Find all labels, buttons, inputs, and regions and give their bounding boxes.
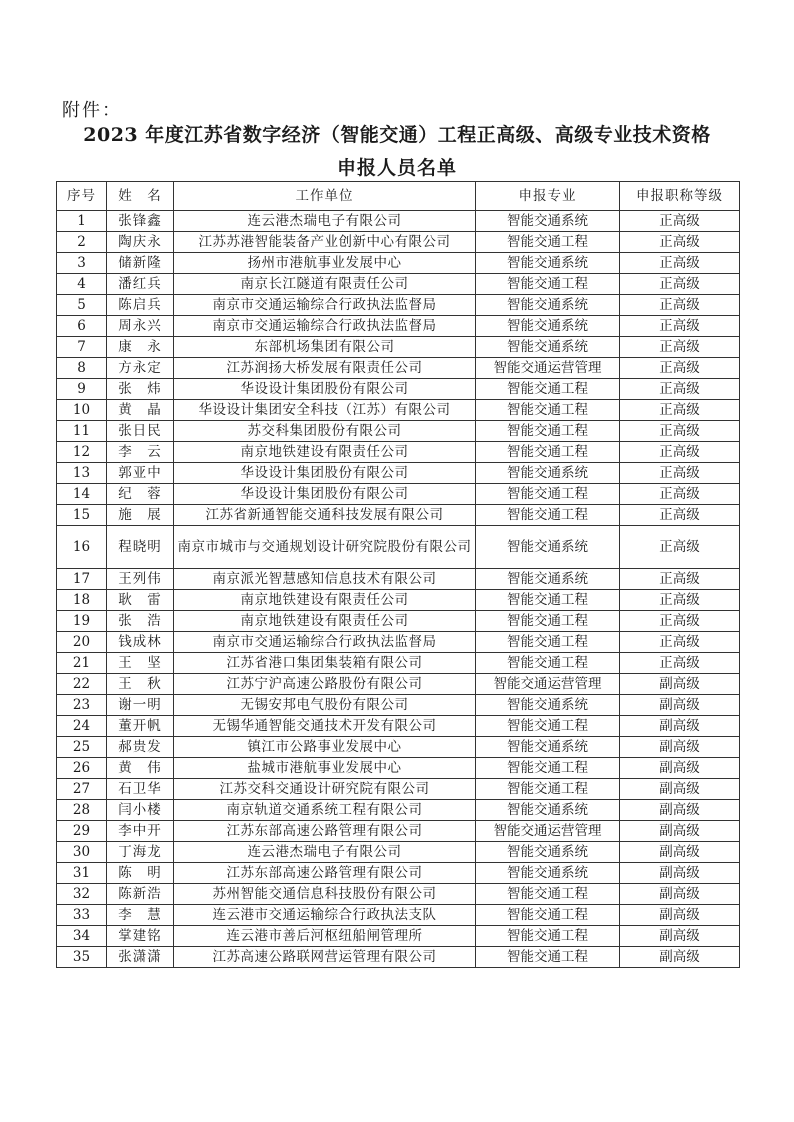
cell-serial-number: 29 [57, 821, 107, 842]
table-row [57, 716, 740, 737]
table-row [57, 232, 740, 253]
cell-title-level: 正高级 [620, 211, 740, 232]
cell-serial-number: 12 [57, 442, 107, 463]
cell-title-level: 正高级 [620, 569, 740, 590]
cell-work-unit: 江苏省新通智能交通科技发展有限公司 [174, 505, 476, 526]
cell-major: 智能交通系统 [476, 253, 620, 274]
cell-title-level: 副高级 [620, 884, 740, 905]
table-row [57, 505, 740, 526]
table-row [57, 379, 740, 400]
cell-name: 纪 蓉 [107, 484, 174, 505]
header-work-unit: 工作单位 [174, 182, 476, 211]
cell-name: 陈启兵 [107, 295, 174, 316]
cell-name: 程晓明 [107, 526, 174, 569]
cell-title-level: 正高级 [620, 611, 740, 632]
cell-name: 谢一明 [107, 695, 174, 716]
table-row [57, 590, 740, 611]
cell-work-unit: 南京市交通运输综合行政执法监督局 [174, 295, 476, 316]
cell-work-unit: 江苏交科交通设计研究院有限公司 [174, 779, 476, 800]
cell-major: 智能交通系统 [476, 337, 620, 358]
cell-title-level: 正高级 [620, 505, 740, 526]
cell-serial-number: 24 [57, 716, 107, 737]
cell-major: 智能交通系统 [476, 695, 620, 716]
cell-serial-number: 31 [57, 863, 107, 884]
table-row [57, 316, 740, 337]
cell-title-level: 正高级 [620, 358, 740, 379]
cell-major: 智能交通工程 [476, 947, 620, 968]
cell-title-level: 副高级 [620, 947, 740, 968]
cell-work-unit: 连云港市交通运输综合行政执法支队 [174, 905, 476, 926]
table-row [57, 821, 740, 842]
cell-major: 智能交通工程 [476, 905, 620, 926]
cell-major: 智能交通系统 [476, 569, 620, 590]
cell-name: 潘红兵 [107, 274, 174, 295]
cell-name: 钱成林 [107, 632, 174, 653]
cell-major: 智能交通工程 [476, 611, 620, 632]
cell-major: 智能交通工程 [476, 590, 620, 611]
cell-name: 张日民 [107, 421, 174, 442]
cell-name: 闫小楼 [107, 800, 174, 821]
cell-major: 智能交通工程 [476, 400, 620, 421]
cell-title-level: 副高级 [620, 800, 740, 821]
cell-major: 智能交通运营管理 [476, 358, 620, 379]
cell-work-unit: 南京地铁建设有限责任公司 [174, 590, 476, 611]
cell-name: 掌建铭 [107, 926, 174, 947]
table-row [57, 842, 740, 863]
cell-work-unit: 华设设计集团股份有限公司 [174, 463, 476, 484]
table-row [57, 695, 740, 716]
cell-work-unit: 盐城市港航事业发展中心 [174, 758, 476, 779]
cell-name: 石卫华 [107, 779, 174, 800]
cell-work-unit: 南京市城市与交通规划设计研究院股份有限公司 [174, 526, 476, 569]
cell-major: 智能交通工程 [476, 484, 620, 505]
cell-serial-number: 7 [57, 337, 107, 358]
cell-title-level: 正高级 [620, 421, 740, 442]
cell-title-level: 正高级 [620, 379, 740, 400]
cell-title-level: 正高级 [620, 253, 740, 274]
cell-title-level: 副高级 [620, 842, 740, 863]
cell-name: 王 坚 [107, 653, 174, 674]
cell-title-level: 正高级 [620, 590, 740, 611]
cell-name: 董开帆 [107, 716, 174, 737]
table-row [57, 758, 740, 779]
table-row [57, 863, 740, 884]
cell-serial-number: 15 [57, 505, 107, 526]
cell-major: 智能交通工程 [476, 505, 620, 526]
cell-serial-number: 5 [57, 295, 107, 316]
cell-work-unit: 扬州市港航事业发展中心 [174, 253, 476, 274]
cell-serial-number: 9 [57, 379, 107, 400]
cell-serial-number: 6 [57, 316, 107, 337]
cell-work-unit: 华设设计集团安全科技（江苏）有限公司 [174, 400, 476, 421]
cell-serial-number: 25 [57, 737, 107, 758]
table-row [57, 611, 740, 632]
table-header-row [57, 182, 740, 211]
cell-major: 智能交通工程 [476, 421, 620, 442]
cell-work-unit: 南京派光智慧感知信息技术有限公司 [174, 569, 476, 590]
cell-title-level: 正高级 [620, 632, 740, 653]
cell-major: 智能交通系统 [476, 842, 620, 863]
cell-title-level: 正高级 [620, 337, 740, 358]
cell-title-level: 正高级 [620, 484, 740, 505]
applicant-table [56, 181, 740, 968]
cell-title-level: 正高级 [620, 400, 740, 421]
cell-major: 智能交通工程 [476, 716, 620, 737]
cell-title-level: 正高级 [620, 653, 740, 674]
table-row [57, 569, 740, 590]
cell-serial-number: 32 [57, 884, 107, 905]
table-row [57, 274, 740, 295]
cell-major: 智能交通工程 [476, 632, 620, 653]
cell-name: 陶庆永 [107, 232, 174, 253]
cell-serial-number: 28 [57, 800, 107, 821]
cell-work-unit: 南京长江隧道有限责任公司 [174, 274, 476, 295]
cell-work-unit: 苏州智能交通信息科技股份有限公司 [174, 884, 476, 905]
cell-name: 陈新浩 [107, 884, 174, 905]
cell-name: 郝贵发 [107, 737, 174, 758]
cell-title-level: 副高级 [620, 905, 740, 926]
cell-work-unit: 南京市交通运输综合行政执法监督局 [174, 632, 476, 653]
cell-serial-number: 21 [57, 653, 107, 674]
table-row [57, 674, 740, 695]
cell-serial-number: 17 [57, 569, 107, 590]
cell-work-unit: 苏交科集团股份有限公司 [174, 421, 476, 442]
cell-work-unit: 无锡安邦电气股份有限公司 [174, 695, 476, 716]
cell-serial-number: 3 [57, 253, 107, 274]
header-name: 姓 名 [107, 182, 174, 211]
cell-serial-number: 26 [57, 758, 107, 779]
cell-name: 李 慧 [107, 905, 174, 926]
cell-name: 黄 晶 [107, 400, 174, 421]
cell-name: 郭亚中 [107, 463, 174, 484]
cell-serial-number: 20 [57, 632, 107, 653]
cell-major: 智能交通系统 [476, 316, 620, 337]
table-body [57, 211, 740, 968]
table-row [57, 211, 740, 232]
cell-major: 智能交通系统 [476, 295, 620, 316]
document-subtitle: 申报人员名单 [336, 157, 457, 179]
table-row [57, 358, 740, 379]
cell-title-level: 正高级 [620, 463, 740, 484]
cell-name: 张 炜 [107, 379, 174, 400]
table-row [57, 779, 740, 800]
table-row [57, 653, 740, 674]
cell-work-unit: 东部机场集团有限公司 [174, 337, 476, 358]
cell-major: 智能交通工程 [476, 884, 620, 905]
cell-major: 智能交通系统 [476, 863, 620, 884]
table-row [57, 947, 740, 968]
cell-name: 康 永 [107, 337, 174, 358]
table-row [57, 400, 740, 421]
cell-major: 智能交通工程 [476, 779, 620, 800]
cell-title-level: 副高级 [620, 695, 740, 716]
table-row [57, 884, 740, 905]
cell-name: 王列伟 [107, 569, 174, 590]
cell-serial-number: 34 [57, 926, 107, 947]
table-row [57, 484, 740, 505]
document-title: 2023 年度江苏省数字经济（智能交通）工程正高级、高级专业技术资格 [83, 124, 711, 146]
cell-name: 李中开 [107, 821, 174, 842]
cell-major: 智能交通工程 [476, 442, 620, 463]
cell-name: 施 展 [107, 505, 174, 526]
table-row [57, 463, 740, 484]
cell-major: 智能交通系统 [476, 526, 620, 569]
cell-name: 王 秋 [107, 674, 174, 695]
cell-title-level: 正高级 [620, 295, 740, 316]
cell-work-unit: 南京市交通运输综合行政执法监督局 [174, 316, 476, 337]
cell-serial-number: 16 [57, 526, 107, 569]
cell-work-unit: 连云港杰瑞电子有限公司 [174, 211, 476, 232]
cell-title-level: 副高级 [620, 674, 740, 695]
cell-serial-number: 13 [57, 463, 107, 484]
cell-serial-number: 10 [57, 400, 107, 421]
cell-name: 丁海龙 [107, 842, 174, 863]
cell-title-level: 副高级 [620, 821, 740, 842]
cell-major: 智能交通工程 [476, 653, 620, 674]
cell-title-level: 副高级 [620, 863, 740, 884]
cell-serial-number: 14 [57, 484, 107, 505]
cell-title-level: 正高级 [620, 274, 740, 295]
table-row [57, 526, 740, 569]
cell-title-level: 正高级 [620, 526, 740, 569]
cell-serial-number: 23 [57, 695, 107, 716]
cell-title-level: 正高级 [620, 442, 740, 463]
cell-work-unit: 江苏东部高速公路管理有限公司 [174, 821, 476, 842]
header-major: 申报专业 [476, 182, 620, 211]
cell-work-unit: 江苏省港口集团集装箱有限公司 [174, 653, 476, 674]
cell-title-level: 副高级 [620, 737, 740, 758]
cell-serial-number: 2 [57, 232, 107, 253]
table-row [57, 295, 740, 316]
cell-name: 储新隆 [107, 253, 174, 274]
table-row [57, 737, 740, 758]
cell-serial-number: 8 [57, 358, 107, 379]
cell-name: 耿 雷 [107, 590, 174, 611]
table-row [57, 905, 740, 926]
cell-serial-number: 35 [57, 947, 107, 968]
cell-major: 智能交通系统 [476, 463, 620, 484]
cell-name: 张锋鑫 [107, 211, 174, 232]
cell-major: 智能交通工程 [476, 274, 620, 295]
table-row [57, 926, 740, 947]
cell-serial-number: 1 [57, 211, 107, 232]
cell-work-unit: 镇江市公路事业发展中心 [174, 737, 476, 758]
table-row [57, 253, 740, 274]
cell-work-unit: 连云港市善后河枢纽船闸管理所 [174, 926, 476, 947]
cell-work-unit: 江苏苏港智能装备产业创新中心有限公司 [174, 232, 476, 253]
cell-serial-number: 11 [57, 421, 107, 442]
cell-serial-number: 27 [57, 779, 107, 800]
cell-major: 智能交通系统 [476, 800, 620, 821]
cell-major: 智能交通工程 [476, 758, 620, 779]
cell-name: 周永兴 [107, 316, 174, 337]
cell-work-unit: 华设设计集团股份有限公司 [174, 379, 476, 400]
cell-title-level: 副高级 [620, 716, 740, 737]
cell-serial-number: 19 [57, 611, 107, 632]
cell-work-unit: 江苏东部高速公路管理有限公司 [174, 863, 476, 884]
cell-work-unit: 无锡华通智能交通技术开发有限公司 [174, 716, 476, 737]
cell-work-unit: 江苏高速公路联网营运管理有限公司 [174, 947, 476, 968]
cell-name: 陈 明 [107, 863, 174, 884]
cell-name: 黄 伟 [107, 758, 174, 779]
header-serial-number: 序号 [57, 182, 107, 211]
cell-title-level: 副高级 [620, 758, 740, 779]
table-row [57, 632, 740, 653]
table-row [57, 421, 740, 442]
cell-name: 张 浩 [107, 611, 174, 632]
cell-title-level: 副高级 [620, 779, 740, 800]
cell-name: 张潇潇 [107, 947, 174, 968]
cell-serial-number: 22 [57, 674, 107, 695]
cell-serial-number: 33 [57, 905, 107, 926]
cell-name: 李 云 [107, 442, 174, 463]
attachment-label: 附件： [62, 100, 122, 121]
cell-work-unit: 连云港杰瑞电子有限公司 [174, 842, 476, 863]
header-title-level: 申报职称等级 [620, 182, 740, 211]
cell-major: 智能交通运营管理 [476, 821, 620, 842]
cell-work-unit: 南京地铁建设有限责任公司 [174, 442, 476, 463]
cell-major: 智能交通工程 [476, 232, 620, 253]
cell-major: 智能交通系统 [476, 737, 620, 758]
cell-serial-number: 30 [57, 842, 107, 863]
table-row [57, 800, 740, 821]
cell-major: 智能交通运营管理 [476, 674, 620, 695]
cell-major: 智能交通工程 [476, 926, 620, 947]
cell-serial-number: 4 [57, 274, 107, 295]
cell-title-level: 正高级 [620, 316, 740, 337]
cell-work-unit: 江苏宁沪高速公路股份有限公司 [174, 674, 476, 695]
cell-work-unit: 南京轨道交通系统工程有限公司 [174, 800, 476, 821]
cell-major: 智能交通系统 [476, 211, 620, 232]
table-row [57, 442, 740, 463]
cell-name: 方永定 [107, 358, 174, 379]
cell-work-unit: 南京地铁建设有限责任公司 [174, 611, 476, 632]
cell-title-level: 副高级 [620, 926, 740, 947]
cell-work-unit: 华设设计集团股份有限公司 [174, 484, 476, 505]
table-row [57, 337, 740, 358]
cell-serial-number: 18 [57, 590, 107, 611]
cell-title-level: 正高级 [620, 232, 740, 253]
cell-major: 智能交通工程 [476, 379, 620, 400]
cell-work-unit: 江苏润扬大桥发展有限责任公司 [174, 358, 476, 379]
